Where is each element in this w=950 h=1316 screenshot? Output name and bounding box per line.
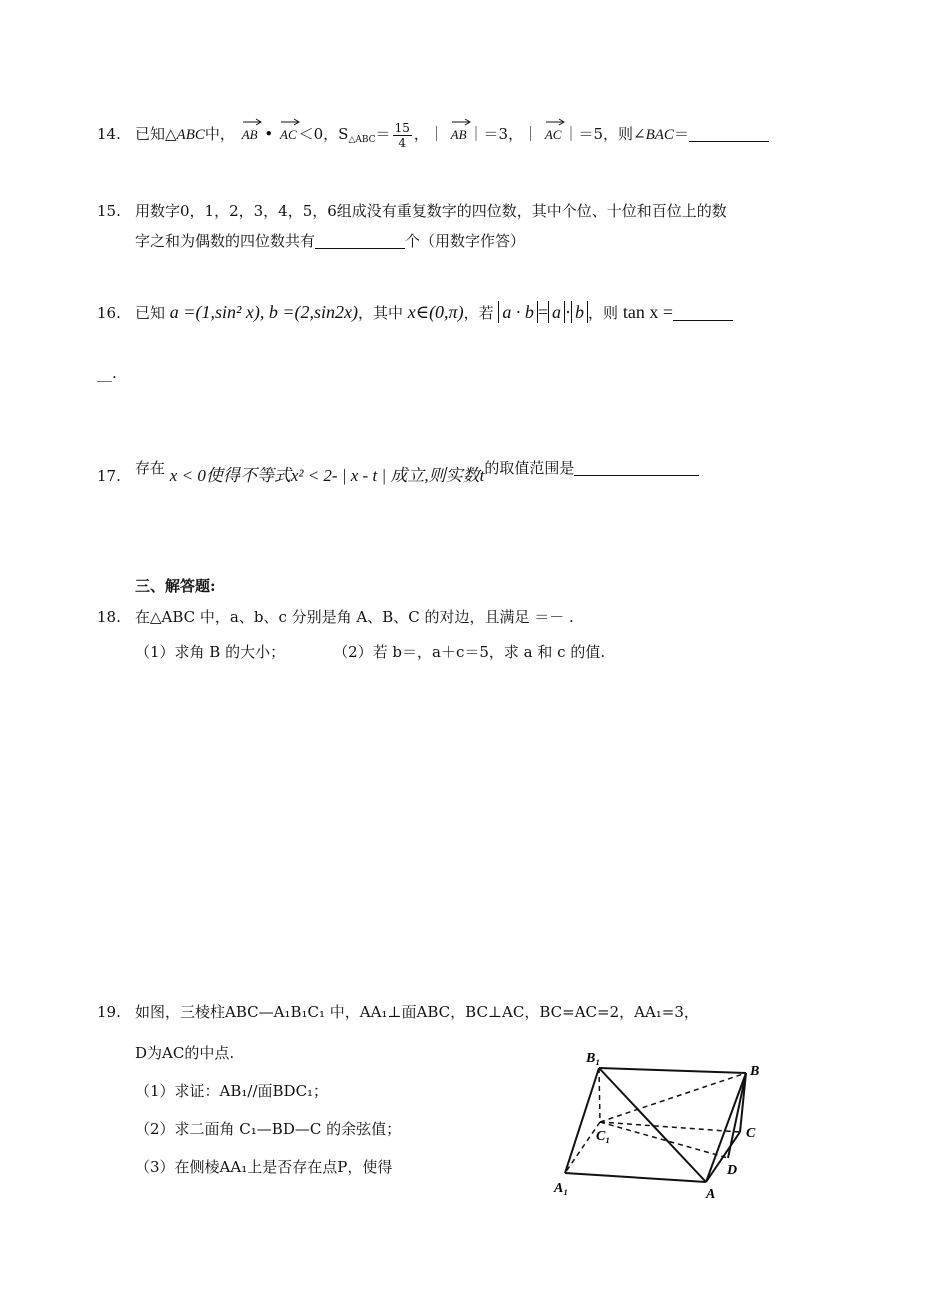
- triangular-prism-figure: [540, 1040, 770, 1210]
- answer-blank: [315, 232, 405, 249]
- question-number: 14.: [97, 125, 121, 143]
- question-14: 14. 已知△ABC中， AB • AC ＜0，$S_{\triangle ABC}=$ $\frac{15}{4}$ ，｜ AB ｜＝3，｜ AC ｜＝5，则∠BAC＝: [97, 118, 769, 150]
- label-a1: A₁: [554, 1181, 569, 1196]
- question-number: 16.: [97, 304, 121, 322]
- answer-blank: [689, 125, 769, 142]
- question-16: 16. 已知 a =(1,sin² x), b =(2,sin2x)，其中 x∈(0,π)，若 a · b = a · b ，则 tan x =: [97, 301, 733, 323]
- vector-ab: AB: [242, 118, 258, 145]
- question-19-line2: D为AC的中点.: [135, 1044, 235, 1062]
- label-a: A: [706, 1187, 716, 1202]
- question-19: 19. 如图，三棱柱ABC—A₁B₁C₁ 中，AA₁⊥面ABC，BC⊥AC，BC=AC=2，AA₁=3，: [97, 1003, 699, 1021]
- vector-ac-2: AC: [545, 118, 562, 145]
- question-number: 15.: [97, 202, 121, 220]
- abs-b: b: [571, 301, 588, 323]
- section-title: 三、解答题:: [135, 577, 216, 595]
- abs-a: a: [548, 301, 565, 323]
- question-number: 18.: [97, 608, 121, 626]
- abs-dot-product: a · b: [498, 301, 538, 323]
- label-b1: B₁: [586, 1051, 601, 1066]
- question-number: 19.: [97, 1003, 121, 1021]
- question-19-part3: （3）在侧棱AA₁上是否存在点P，使得: [135, 1158, 393, 1176]
- tan-expression: tan x =: [622, 302, 673, 322]
- question-18-line2: （1）求角 B 的大小； （2）若 b＝，a＋c＝5，求 a 和 c 的值.: [135, 643, 606, 661]
- question-number: 17.: [97, 467, 121, 485]
- vector-ac: AC: [280, 118, 297, 145]
- question-15-line2: 字之和为偶数的四位数共有 个（用数字作答）: [135, 232, 526, 250]
- label-b: B: [750, 1064, 760, 1079]
- label-c1: C₁: [596, 1129, 611, 1144]
- question-18: 18. 在△ABC 中，a、b、c 分别是角 A、B、C 的对边，且满足 ＝－ .: [97, 608, 574, 626]
- answer-blank: [574, 459, 699, 476]
- question-19-part1: （1）求证：AB₁//面BDC₁；: [135, 1082, 329, 1100]
- inequality-expression: x < 0使得不等式x² < 2- | x - t | 成立,则实数t: [169, 466, 485, 485]
- vector-ab-2: AB: [451, 118, 467, 145]
- label-c: C: [746, 1126, 756, 1141]
- question-16-tail: __.: [97, 364, 117, 382]
- question-17: 17. 存在 x < 0使得不等式x² < 2- | x - t | 成立,则实数t的取值范围是: [97, 458, 699, 486]
- fraction: $\frac{15}{4}$: [394, 120, 410, 150]
- answer-blank: [673, 304, 733, 321]
- label-d: D: [727, 1163, 738, 1178]
- question-19-part2: （2）求二面角 C₁—BD—C 的余弦值；: [135, 1120, 402, 1138]
- condition: x∈(0,π): [407, 302, 464, 322]
- question-15: 15. 用数字0，1，2，3，4，5，6组成没有重复数字的四位数，其中个位、十位和百位上的数: [97, 202, 727, 220]
- vector-expression: a =(1,sin² x), b =(2,sin2x): [169, 302, 358, 322]
